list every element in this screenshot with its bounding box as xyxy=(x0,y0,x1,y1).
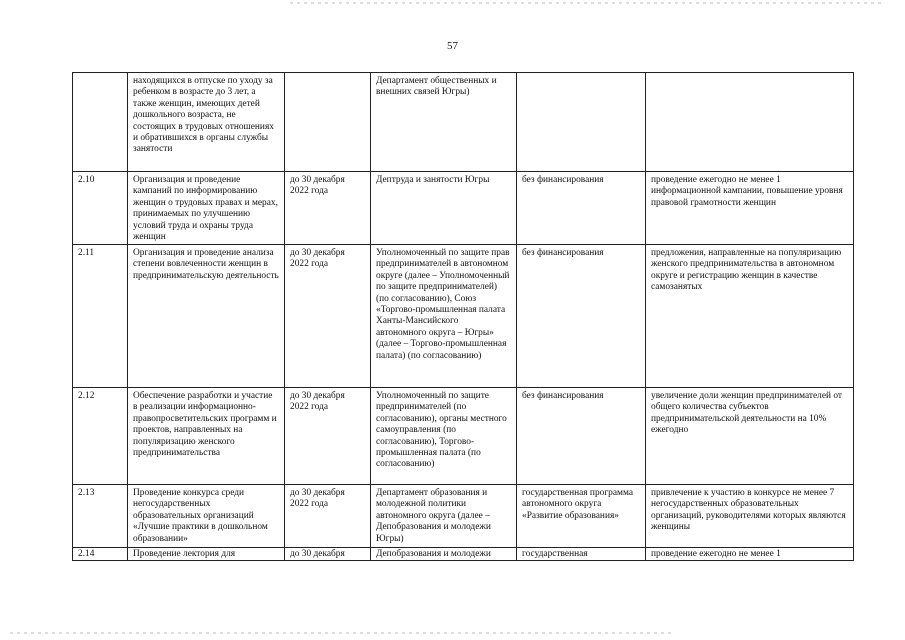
scan-artifact-bottom xyxy=(10,632,675,634)
row-number: 2.13 xyxy=(73,485,128,548)
row-number: 2.11 xyxy=(73,245,128,388)
executor-cell: Дептруда и занятости Югры xyxy=(371,172,517,245)
deadline-cell: до 30 декабря 2022 года xyxy=(285,388,371,485)
table-row xyxy=(73,485,854,548)
row-number: 2.10 xyxy=(73,172,128,245)
table-row xyxy=(73,172,854,245)
measures-table xyxy=(72,72,854,561)
funding-cell: без финансирования xyxy=(517,172,646,245)
measure-cell: Обеспечение разработки и участие в реализации информационно-правопросветительских программ и проектов, направленных на популяризацию женского предпринимательства xyxy=(128,388,285,485)
deadline-cell: до 30 декабря xyxy=(285,548,371,561)
executor-cell: Департамент общественных и внешних связей Югры) xyxy=(371,73,517,172)
deadline-cell xyxy=(285,73,371,172)
result-cell: проведение ежегодно не менее 1 xyxy=(646,548,854,561)
table-row xyxy=(73,73,854,172)
funding-cell: без финансирования xyxy=(517,245,646,388)
measure-cell: находящихся в отпуске по уходу за ребенком в возрасте до 3 лет, а также женщин, имеющих детей дошкольного возраста, не состоящих в трудовых отношениях и обратившихся в органы службы занятости xyxy=(128,73,285,172)
result-cell: проведение ежегодно не менее 1 информационной кампании, повышение уровня правовой грамотности женщин xyxy=(646,172,854,245)
result-cell xyxy=(646,73,854,172)
measure-cell: Организация и проведение кампаний по информированию женщин о трудовых правах и мерах, принимаемых по улучшению условий труда и охраны труда женщин xyxy=(128,172,285,245)
result-cell: привлечение к участию в конкурсе не менее 7 негосударственных образовательных организаций, руководителями которых являются женщины xyxy=(646,485,854,548)
funding-cell xyxy=(517,73,646,172)
executor-cell: Уполномоченный по защите прав предпринимателей в автономном округе (далее – Уполномоченный по защите предпринимателей) (по согласованию), Союз «Торгово-промышленная палата Ханты-Мансийского автономного округа – Югры» (далее – Торгово-промышленная палата) (по согласованию) xyxy=(371,245,517,388)
measure-cell: Проведение лектория для xyxy=(128,548,285,561)
funding-cell: государственная программа автономного округа «Развитие образования» xyxy=(517,485,646,548)
table-row xyxy=(73,548,854,561)
scan-artifact-top xyxy=(290,2,885,4)
deadline-cell: до 30 декабря 2022 года xyxy=(285,245,371,388)
result-cell: увеличение доли женщин предпринимателей от общего количества субъектов предпринимательской деятельности на 10% ежегодно xyxy=(646,388,854,485)
measure-cell: Проведение конкурса среди негосударственных образовательных организаций «Лучшие практики в дошкольном образовании» xyxy=(128,485,285,548)
executor-cell: Уполномоченный по защите предпринимателей (по согласованию), органы местного самоуправления (по согласованию), Торгово-промышленная палата (по согласованию) xyxy=(371,388,517,485)
table-row xyxy=(73,388,854,485)
executor-cell: Депобразования и молодежи xyxy=(371,548,517,561)
executor-cell: Департамент образования и молодежной политики автономного округа (далее – Депобразования и молодежи Югры) xyxy=(371,485,517,548)
deadline-cell: до 30 декабря 2022 года xyxy=(285,172,371,245)
table-row xyxy=(73,245,854,388)
funding-cell: государственная xyxy=(517,548,646,561)
row-number xyxy=(73,73,128,172)
page-number: 57 xyxy=(447,40,458,52)
result-cell: предложения, направленные на популяризацию женского предпринимательства в автономном округе и регистрацию женщин в качестве самозанятых xyxy=(646,245,854,388)
measure-cell: Организация и проведение анализа степени вовлеченности женщин в предпринимательскую деятельность xyxy=(128,245,285,388)
row-number: 2.14 xyxy=(73,548,128,561)
deadline-cell: до 30 декабря 2022 года xyxy=(285,485,371,548)
funding-cell: без финансирования xyxy=(517,388,646,485)
row-number: 2.12 xyxy=(73,388,128,485)
